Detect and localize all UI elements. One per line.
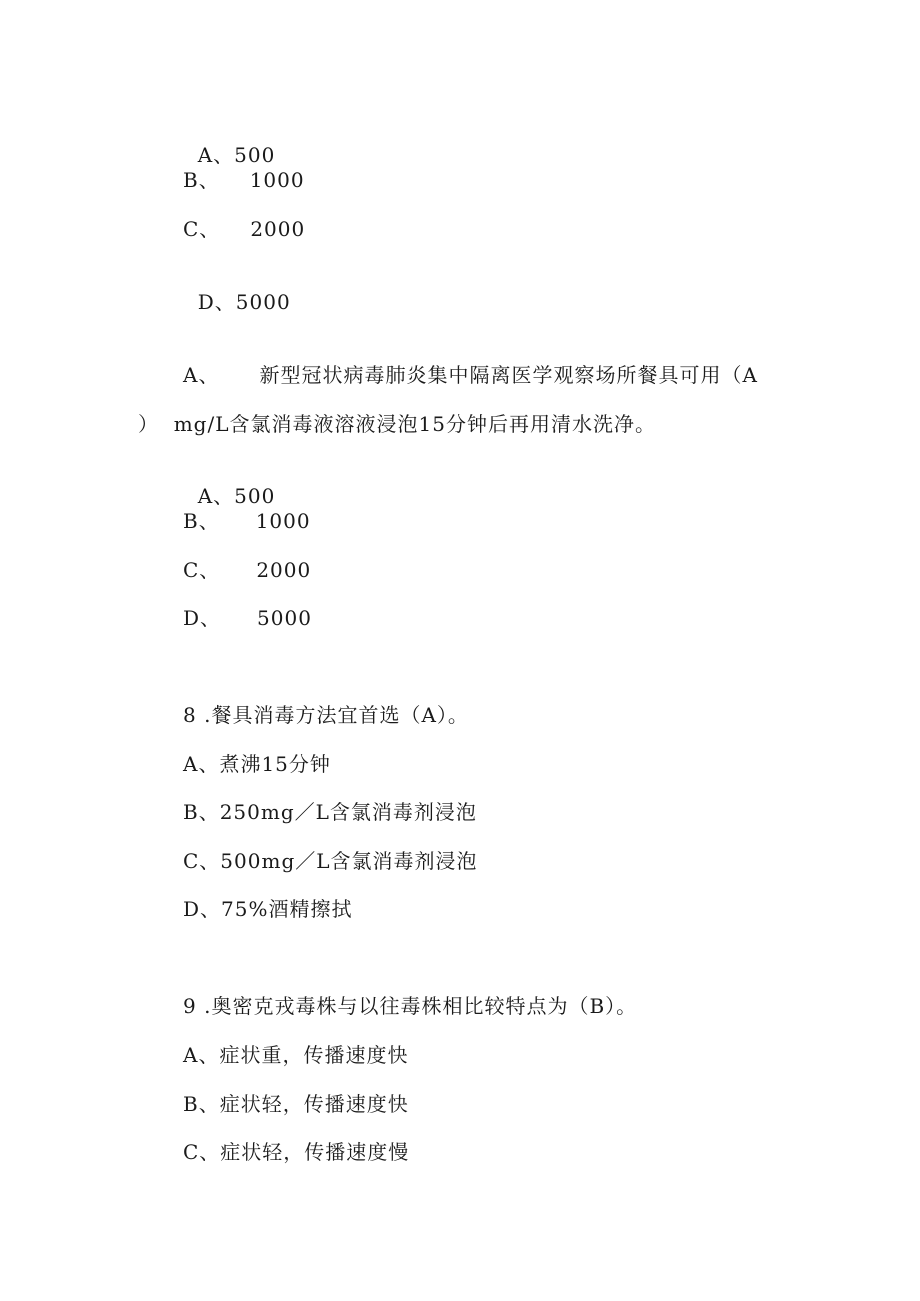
option-label: B、 [183, 168, 220, 192]
option-a: A、煮沸15分钟 [183, 752, 331, 776]
question-9-stem: 9 .奥密克戎毒株与以往毒株相比较特点为（B）。 [183, 994, 638, 1018]
option-d: D、75%酒精擦拭 [183, 897, 353, 921]
option-value: 1000 [255, 509, 311, 533]
option-value: 2000 [250, 217, 306, 241]
option-b: B、250mg／L含氯消毒剂浸泡 [183, 800, 477, 824]
option-value: 5000 [257, 606, 312, 630]
option-label: B、 [183, 509, 220, 533]
option-c: C、500mg／L含氯消毒剂浸泡 [183, 849, 478, 873]
option-b: B、症状轻，传播速度快 [183, 1092, 409, 1116]
option-value: 1000 [249, 168, 305, 192]
option-a [183, 460, 275, 508]
option-d [183, 266, 291, 314]
option-c: C、症状轻，传播速度慢 [183, 1140, 410, 1164]
option-b [183, 168, 305, 192]
question-text: 新型冠状病毒肺炎集中隔离医学观察场所餐具可用（A [259, 363, 758, 387]
option-a [183, 119, 275, 167]
option-c [183, 558, 311, 582]
option-value: 5000 [235, 290, 291, 314]
question-7-stem-line1 [183, 363, 773, 387]
option-label: A、 [197, 143, 235, 167]
option-label: C、 [183, 558, 221, 582]
option-value: 500 [234, 143, 276, 167]
option-b [183, 509, 311, 533]
option-value: 2000 [256, 558, 312, 582]
question-7-stem-line2: ） mg/L含氯消毒液溶液浸泡15分钟后再用清水洗净。 [138, 412, 656, 436]
question-prefix: A、 [183, 363, 220, 387]
option-value: 500 [234, 484, 276, 508]
option-a: A、症状重，传播速度快 [183, 1043, 409, 1067]
option-label: C、 [183, 217, 221, 241]
option-label: D、 [183, 606, 222, 630]
option-label: D、 [197, 290, 236, 314]
question-8-stem: 8 .餐具消毒方法宜首选（A）。 [183, 703, 469, 727]
option-c [183, 217, 305, 241]
option-label: A、 [197, 484, 235, 508]
option-d [183, 606, 312, 630]
